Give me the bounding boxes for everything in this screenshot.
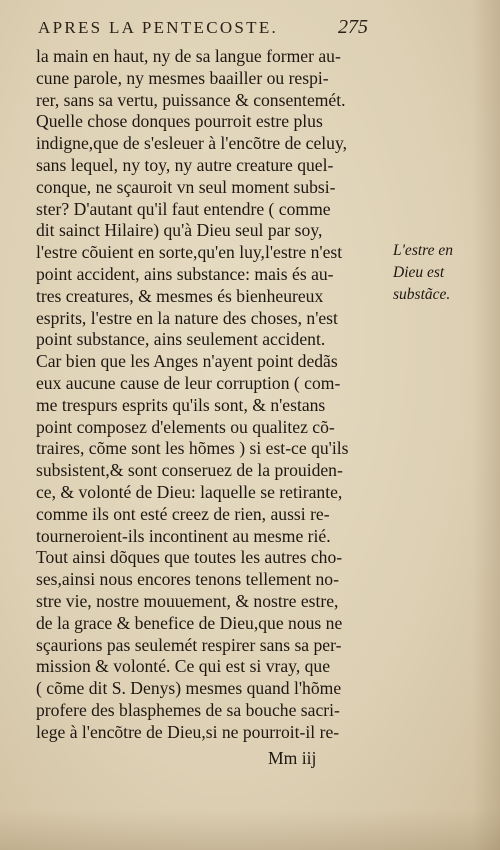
text-line: Car bien que les Anges n'ayent point dedãs xyxy=(36,351,338,372)
marginal-note-line: L'estre en xyxy=(393,242,453,259)
text-line: ce, & volonté de Dieu: laquelle se retirante, xyxy=(36,481,343,502)
text-line: ( cõme dit S. Denys) mesmes quand l'hõme xyxy=(36,678,342,699)
text-line: indigne,que de s'esleuer à l'encõtre de celuy, xyxy=(36,133,348,154)
text-line: l'estre cõuient en sorte,qu'en luy,l'estre n'est xyxy=(36,242,343,263)
text-line: point composez d'elements ou qualitez cõ- xyxy=(36,416,335,437)
text-line: point substance, ains seulement accident. xyxy=(36,329,326,350)
body-text xyxy=(36,46,388,744)
text-line: mission & volonté. Ce qui est si vray, que xyxy=(36,656,331,677)
text-line: traires, cõme sont les hõmes ) si est-ce qu'ils xyxy=(36,438,349,459)
text-line: me trespurs esprits qu'ils sont, & n'estans xyxy=(36,394,326,415)
text-line: lege à l'encõtre de Dieu,si ne pourroit-il re- xyxy=(36,721,340,742)
text-line: stre vie, nostre mouuement, & nostre estre, xyxy=(36,590,339,611)
text-line: eux aucune cause de leur corruption ( com- xyxy=(36,372,341,393)
text-line: la main en haut, ny de sa langue former au- xyxy=(36,46,341,66)
text-line: ses,ainsi nous encores tenons tellement no- xyxy=(36,569,339,590)
text-line: de la grace & benefice de Dieu,que nous ne xyxy=(36,612,343,633)
signature-mark: Mm iij xyxy=(268,748,317,768)
text-line: comme ils ont esté creez de rien, aussi re- xyxy=(36,503,330,524)
text-line: rer, sans sa vertu, puissance & consentemét. xyxy=(36,89,346,110)
text-line: point accident, ains substance: mais és au- xyxy=(36,263,334,284)
marginal-note-line: Dieu est xyxy=(393,264,445,281)
page-bottom-shadow xyxy=(0,810,500,850)
marginal-note-line: substãce. xyxy=(393,286,451,303)
text-line: tourneroient-ils incontinent au mesme rié. xyxy=(36,525,331,546)
text-line: subsistent,& sont conseruez de la prouiden- xyxy=(36,460,343,481)
text-line: Quelle chose donques pourroit estre plus xyxy=(36,111,323,132)
text-line: esprits, l'estre en la nature des choses, n'est xyxy=(36,307,338,328)
marginal-note xyxy=(393,240,473,306)
text-line: dit sainct Hilaire) qu'à Dieu seul par soy, xyxy=(36,220,323,241)
text-line: tres creatures, & mesmes és bienheureux xyxy=(36,285,324,306)
text-line: sans lequel, ny toy, ny autre creature quel- xyxy=(36,154,334,175)
text-line: ster? D'autant qu'il faut entendre ( comme xyxy=(36,198,331,219)
text-line: Tout ainsi dõques que toutes les autres cho- xyxy=(36,547,343,568)
running-head: APRES LA PENTECOSTE. xyxy=(38,18,279,37)
text-line: profere des blasphemes de sa bouche sacri- xyxy=(36,699,340,720)
page-edge-shadow xyxy=(472,0,500,850)
page-number: 275 xyxy=(338,16,368,38)
text-line: conque, ne sçauroit vn seul moment subsi- xyxy=(36,176,336,197)
text-line: sçaurions pas seulemét respirer sans sa per- xyxy=(36,634,342,655)
text-line: cune parole, ny mesmes baailler ou respi- xyxy=(36,67,329,88)
